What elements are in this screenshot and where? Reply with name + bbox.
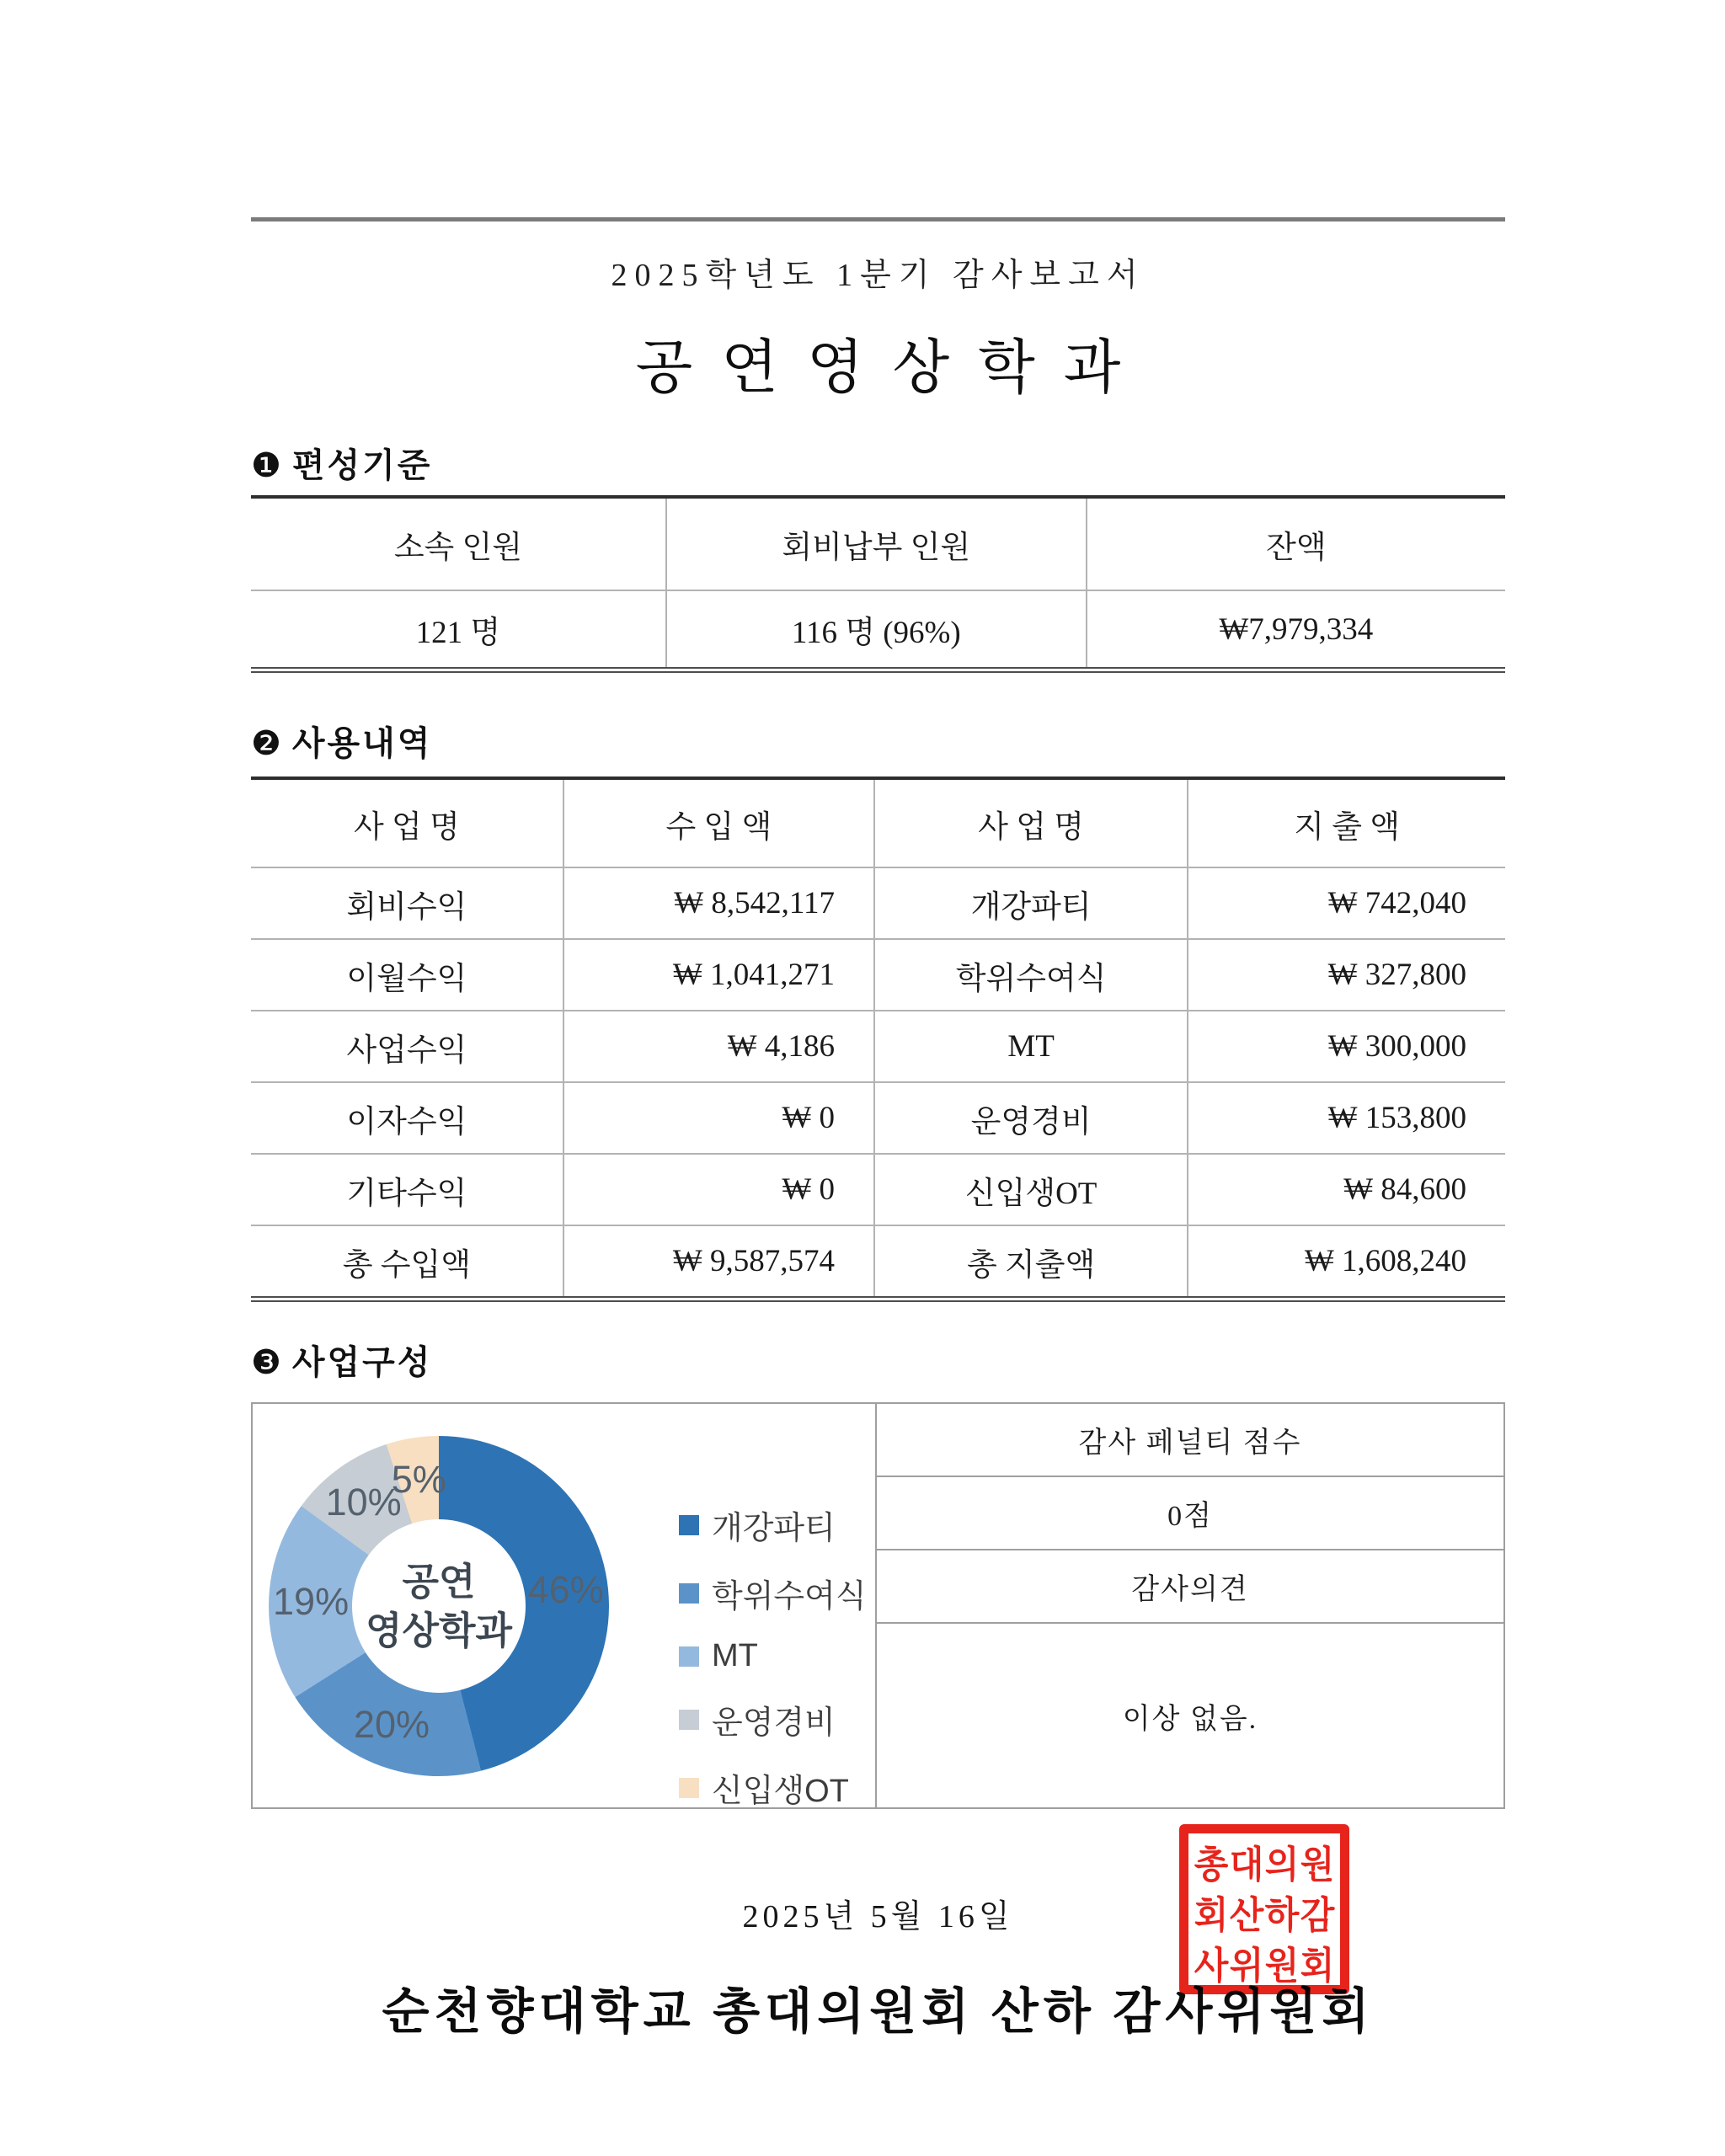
red-seal-stamp-icon [1179, 1824, 1349, 1994]
table-cell: 개강파티 [874, 867, 1188, 939]
table-cell: ₩ 0 [563, 1082, 874, 1154]
legend-swatch-icon [679, 1778, 699, 1798]
slice-percent-label: 19% [273, 1580, 350, 1624]
legend-label: 학위수여식 [712, 1579, 867, 1614]
seal-character: 산 [1229, 1893, 1264, 1936]
audit-row: 이상 없음. [1122, 1703, 1258, 1735]
table-cell: 사업수익 [251, 1011, 563, 1082]
legend-label: 신입생OT [712, 1774, 849, 1809]
table-cell: ₩ 84,600 [1188, 1154, 1505, 1225]
legend-item [679, 1764, 867, 1811]
section2-heading-label: 사용내역 [291, 724, 433, 762]
audit-row: 감사 페널티 점수 [877, 1404, 1503, 1477]
slice-percent-label: 20% [353, 1703, 430, 1747]
seal-character: 대 [1229, 1843, 1264, 1886]
table-cell: ₩7,979,334 [1087, 590, 1505, 670]
legend-swatch-icon [679, 1646, 699, 1667]
table-cell: ₩ 0 [563, 1154, 874, 1225]
table-row [251, 1225, 1505, 1299]
legend-label: 운영경비 [712, 1705, 836, 1741]
table-cell: 회비수익 [346, 889, 467, 925]
slice-percent-label: 46% [527, 1567, 604, 1611]
budget-basis-header-row [251, 497, 1505, 590]
legend-swatch-icon [679, 1515, 699, 1535]
table-cell: ₩ 8,542,117 [563, 867, 874, 939]
legend-item [679, 1570, 867, 1616]
section1-heading-label: 편성기준 [291, 446, 433, 484]
table-cell: 이월수익 [251, 939, 563, 1011]
section3-heading-label: 사업구성 [291, 1343, 433, 1381]
report-subtitle: 2025학년도 1분기 감사보고서 [611, 258, 1146, 293]
seal-character: 원 [1264, 1944, 1300, 1987]
table-cell: 기타수익 [251, 1154, 563, 1225]
table-row [251, 867, 1505, 939]
seal-character: 하 [1264, 1893, 1300, 1936]
budget-basis-table [251, 495, 1505, 673]
column-header: 수 입 액 [563, 778, 874, 867]
table-row [251, 1082, 1505, 1154]
department-title: 공연영상학과 [635, 336, 1150, 401]
seal-character: 사 [1194, 1944, 1229, 1987]
table-cell: ₩ 327,800 [1188, 939, 1505, 1011]
budget-basis-data-row [251, 590, 1505, 670]
document-content [251, 0, 1505, 2156]
legend-label: MT [712, 1638, 758, 1673]
column-header: 회비납부 인원 [666, 497, 1087, 590]
table-cell: 총 지출액 [874, 1225, 1188, 1299]
top-horizontal-rule [251, 217, 1505, 221]
table-cell: ₩ 1,041,271 [563, 939, 874, 1011]
section3-number-icon: ❸ [251, 1343, 284, 1381]
table-cell: 이자수익 [251, 1082, 563, 1154]
seal-character: 총 [1194, 1843, 1229, 1886]
table-row [251, 1011, 1505, 1082]
usage-header-row [251, 778, 1505, 867]
seal-character: 회 [1194, 1893, 1229, 1936]
legend-swatch-icon [679, 1710, 699, 1730]
table-row [251, 939, 1505, 1011]
table-cell: 116 명 (96%) [666, 590, 1087, 670]
center-label-line: 공연 [402, 1560, 476, 1604]
table-cell: ₩ 4,186 [563, 1011, 874, 1082]
composition-block [251, 1402, 1505, 1809]
legend-item [679, 1638, 867, 1674]
chart-legend [679, 1502, 867, 1811]
seal-character: 회 [1300, 1944, 1335, 1987]
issuer-signature: 순천향대학교 총대의원회 산하 감사위원회 [382, 1984, 1375, 2039]
seal-character: 감 [1300, 1893, 1335, 1936]
column-header: 지 출 액 [1188, 778, 1505, 867]
section2-number-icon: ❷ [251, 724, 284, 762]
column-header: 사 업 명 [251, 778, 563, 867]
legend-swatch-icon [679, 1583, 699, 1604]
table-cell: ₩ 153,800 [1188, 1082, 1505, 1154]
section3-heading [251, 1336, 1505, 1384]
column-header: 잔액 [1087, 497, 1505, 590]
chart-center-label [366, 1557, 512, 1654]
donut-chart-area [253, 1404, 877, 1807]
table-cell: ₩ 9,587,574 [563, 1225, 874, 1299]
center-label-line: 영상학과 [366, 1609, 512, 1652]
table-cell: 121 명 [415, 616, 501, 650]
section2-heading [251, 717, 1505, 765]
legend-item [679, 1502, 867, 1548]
column-header: 소속 인원 [251, 497, 666, 590]
column-header: 사 업 명 [874, 778, 1188, 867]
seal-character: 의 [1264, 1843, 1300, 1886]
table-cell: 학위수여식 [874, 939, 1188, 1011]
table-cell: 총 수입액 [251, 1225, 563, 1299]
table-cell: ₩ 742,040 [1188, 867, 1505, 939]
section1-number-icon: ❶ [251, 446, 284, 484]
usage-table [251, 776, 1505, 1302]
audit-row: 0점 [877, 1477, 1503, 1550]
legend-item [679, 1696, 867, 1742]
table-cell: ₩ 1,608,240 [1188, 1225, 1505, 1299]
slice-percent-label: 5% [391, 1457, 446, 1501]
table-row [251, 1154, 1505, 1225]
slice-percent-label: 10% [325, 1481, 402, 1524]
audit-result-table [877, 1404, 1503, 1807]
table-cell: ₩ 300,000 [1188, 1011, 1505, 1082]
table-cell: MT [874, 1011, 1188, 1082]
seal-character: 원 [1300, 1843, 1335, 1886]
seal-character: 위 [1229, 1944, 1264, 1987]
table-cell: 신입생OT [874, 1154, 1188, 1225]
section1-heading [251, 439, 1505, 487]
table-cell: 운영경비 [874, 1082, 1188, 1154]
report-date: 2025년 5월 16일 [742, 1899, 1014, 1935]
audit-row: 감사의견 [877, 1550, 1503, 1624]
legend-label: 개강파티 [712, 1511, 836, 1546]
